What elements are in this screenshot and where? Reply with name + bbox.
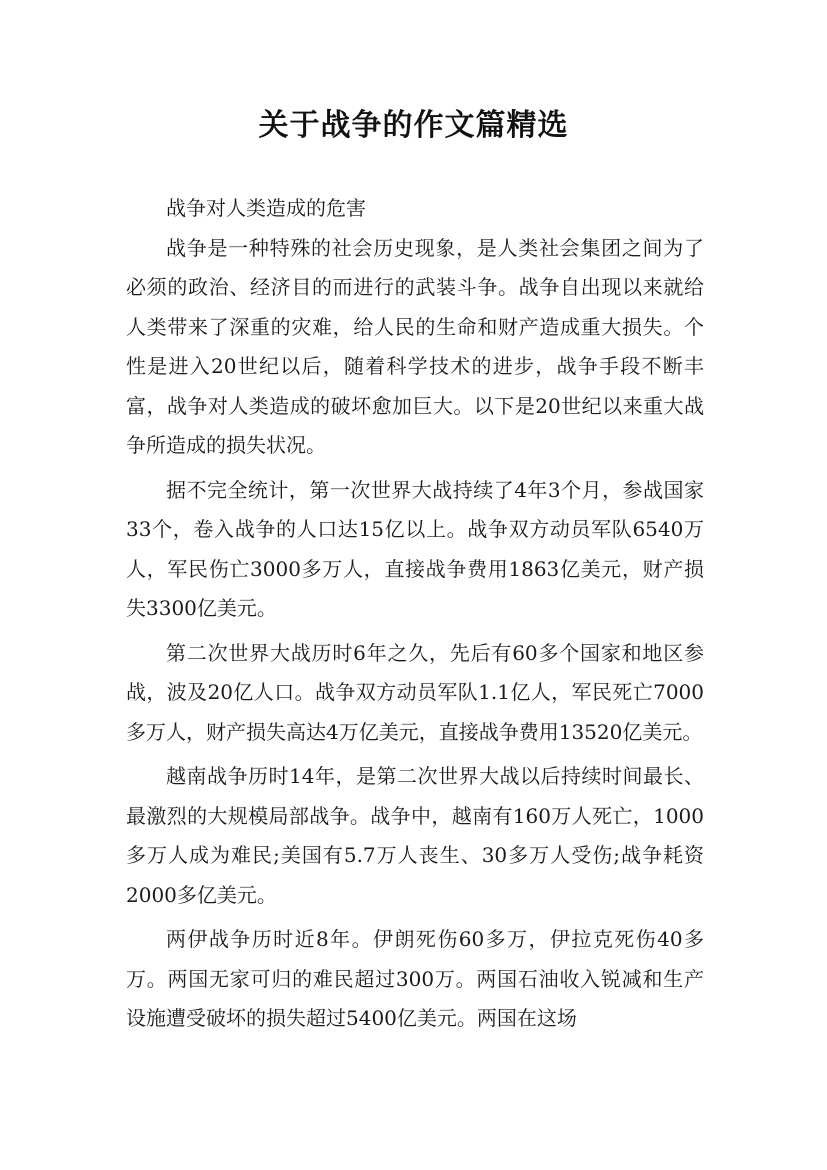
paragraph-intro: 战争是一种特殊的社会历史现象，是人类社会集团之间为了必须的政治、经济目的而进行的武装斗争。战争自出现以来就给人类带来了深重的灾难，给人民的生命和财产造成重大损失。个性是进入20世纪以后，随着科学技术的进步，战争手段不断丰富，战争对人类造成的破坏愈加巨大。以下是20世纪以来重大战争所造成的损失状况。 xyxy=(126,235,704,457)
section-heading: 战争对人类造成的危害 xyxy=(166,196,366,220)
paragraph-ww2: 第二次世界大战历时6年之久，先后有60多个国家和地区参战，波及20亿人口。战争双方动员军队1.1亿人，军民死亡7000多万人，财产损失高达4万亿美元，直接战争费用13520亿美元。 xyxy=(126,640,704,744)
document-body xyxy=(126,189,704,1039)
paragraph-ww1: 据不完全统计，第一次世界大战持续了4年3个月，参战国家33个，卷入战争的人口达15亿以上。战争双方动员军队6540万人，军民伤亡3000多万人，直接战争费用1863亿美元，财产损失3300亿美元。 xyxy=(126,477,704,620)
paragraph-vietnam: 越南战争历时14年，是第二次世界大战以后持续时间最长、最激烈的大规模局部战争。战争中，越南有160万人死亡，1000多万人成为难民;美国有5.7万人丧生、30多万人受伤;战争耗资2000多亿美元。 xyxy=(126,764,704,907)
paragraph-iran-iraq: 两伊战争历时近8年。伊朗死伤60多万，伊拉克死伤40多万。两国无家可归的难民超过300万。两国石油收入锐减和生产设施遭受破坏的损失超过5400亿美元。两国在这场 xyxy=(126,927,704,1030)
page-title: 关于战争的作文篇精选 xyxy=(258,108,569,143)
